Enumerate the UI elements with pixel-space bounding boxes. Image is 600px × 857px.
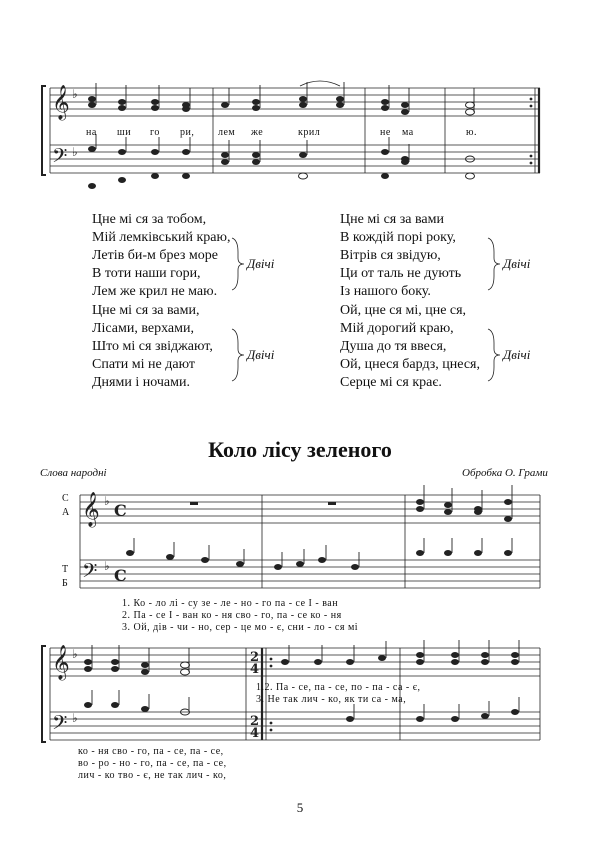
- system3-lower-lyric-line: во - ро - но - го, па - се, па - се,: [78, 758, 227, 769]
- voice-label-s: С: [62, 493, 69, 504]
- verse-line: Лісами, верхами,: [92, 321, 194, 336]
- verse-line: Ци от таль не дують: [340, 266, 462, 281]
- svg-text:𝄢: 𝄢: [82, 559, 98, 587]
- repeat-label: Двічі: [503, 256, 531, 271]
- svg-text:♭: ♭: [104, 559, 110, 573]
- svg-text:♭: ♭: [72, 87, 78, 101]
- system1-lyrics: [0, 127, 600, 141]
- verse-left-1: [92, 211, 230, 301]
- repeat-label: Двічі: [247, 347, 275, 362]
- lyric-syllable: ма: [402, 127, 414, 138]
- verse-line: Што мі ся звіджают,: [92, 339, 213, 354]
- svg-text:♭: ♭: [72, 647, 78, 661]
- verse-line: Ой, цне ся мі, цне ся,: [340, 303, 467, 318]
- lyric-syllable: же: [251, 127, 264, 138]
- svg-text:C: C: [114, 566, 127, 585]
- verse-right-1: [340, 211, 461, 301]
- system3-lower-lyric-line: лич - ко тво - є, не так лич - ко,: [78, 770, 227, 781]
- svg-text:2: 2: [250, 714, 260, 729]
- verse-line: Із нашого боку.: [340, 284, 431, 299]
- lyric-syllable: ю.: [466, 127, 477, 138]
- verse-line: Мій дорогий краю,: [340, 321, 454, 336]
- lyric-syllable: ши: [117, 127, 132, 138]
- verse-line: Вітрів ся звідую,: [340, 248, 441, 263]
- words-credit: Слова народні: [40, 467, 107, 479]
- verse-line: Цне мі ся за тобом,: [92, 212, 207, 227]
- lyric-syllable: ри,: [180, 127, 195, 138]
- verse-line: Цне мі ся за вами,: [92, 303, 200, 318]
- verse-line: В кождій порі року,: [340, 230, 456, 245]
- brace-left-1: [232, 238, 244, 290]
- svg-text:♭: ♭: [72, 145, 78, 159]
- verse-right-2: [340, 302, 480, 392]
- voice-label-t: Т: [62, 564, 69, 575]
- verse-line: Спати мі не дают: [92, 357, 195, 372]
- svg-text:𝄞: 𝄞: [82, 492, 100, 527]
- verse-line: Днями і ночами.: [92, 375, 190, 390]
- lyric-syllable: лем: [218, 127, 236, 138]
- svg-text:𝄢: 𝄢: [52, 711, 68, 739]
- page-number: 5: [296, 800, 304, 815]
- brace-right-1: [488, 238, 500, 290]
- verse-line: Ой, цнеся бардз, цнеся,: [340, 357, 480, 372]
- system3-lower-lyric-line: ко - ня сво - го, па - се, па - се,: [78, 746, 224, 757]
- brace-left-2: [232, 329, 244, 381]
- verse-line: Мій лемківський краю,: [92, 230, 231, 245]
- system2-lyric-line: 3. Ой, дів - чи - но, сер - це мо - є, сни - ло - ся мі: [122, 622, 359, 633]
- system2-lyric-line: 2. Па - се І - ван ко - ня сво - го, па - се ко - ня: [122, 610, 342, 621]
- svg-text:C: C: [114, 501, 127, 520]
- verse-line: В тоти наши гори,: [92, 266, 201, 281]
- verse-line: Душа до тя ввеся,: [340, 339, 447, 354]
- verse-left-2: [92, 302, 213, 392]
- verse-line: Цне мі ся за вами: [340, 212, 444, 227]
- arrangement-credit: Обробка О. Грами: [462, 467, 548, 479]
- voice-label-a: А: [62, 507, 70, 518]
- verse-line: Летів би-м брез море: [92, 248, 218, 263]
- svg-text:♭: ♭: [72, 711, 78, 725]
- voice-label-b: Б: [62, 578, 68, 589]
- verse-line: Серце мі ся крає.: [340, 375, 442, 390]
- verse-line: Лем же крил не маю.: [92, 284, 218, 299]
- repeat-label: Двічі: [247, 256, 275, 271]
- system2-lyric-line: 1. Ко - ло лі - су зе - ле - но - го па - се І - ван: [122, 598, 339, 609]
- system3-upper-lyric-line: 3. Не так лич - ко, як ти са - ма,: [256, 694, 407, 705]
- repeat-label: Двічі: [503, 347, 531, 362]
- svg-text:2: 2: [250, 650, 260, 665]
- svg-text:𝄢: 𝄢: [52, 144, 68, 172]
- lyric-syllable: на: [86, 127, 97, 138]
- svg-text:♭: ♭: [104, 494, 110, 508]
- system3-upper-lyric-line: 1.2. Па - се, па - се, по - па - са - є,: [256, 682, 421, 693]
- svg-text:4: 4: [250, 662, 260, 677]
- lyric-syllable: го: [150, 127, 160, 138]
- svg-text:𝄞: 𝄞: [52, 85, 70, 120]
- lyric-syllable: не: [380, 127, 391, 138]
- song-title: Коло лісу зеленого: [208, 437, 392, 462]
- svg-text:4: 4: [250, 726, 260, 741]
- svg-text:𝄞: 𝄞: [52, 645, 70, 680]
- lyric-syllable: крил: [298, 127, 321, 138]
- brace-right-2: [488, 329, 500, 381]
